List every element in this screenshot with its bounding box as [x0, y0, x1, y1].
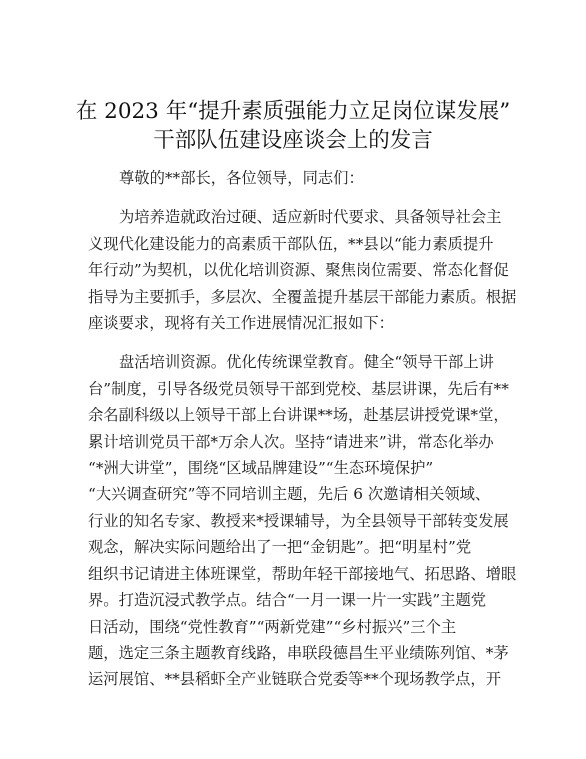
text-line: 指导为主要抓手，多层次、全覆盖提升基层干部能力素质。根据 — [88, 287, 517, 306]
text-line: 余名副科级以上领导干部上台讲课**场，赴基层讲授党课*堂， — [88, 406, 509, 425]
paragraph-intro — [88, 204, 517, 336]
text-line: 年行动”为契机，以优化培训资源、聚焦岗位需要、常态化督促 — [88, 261, 509, 280]
text-line: 界。打造沉浸式教学点。结合“一月一课一片一实践”主题党 — [88, 591, 487, 610]
text-line: 义现代化建设能力的高素质干部队伍，**县以“能力素质提升 — [88, 234, 494, 253]
text-line: 座谈要求，现将有关工作进展情况汇报如下： — [88, 314, 394, 333]
text-line: 日活动，围绕“党性教育”“两新党建”“乡村振兴”三个主 — [88, 617, 457, 636]
document-title-line-1: 在 2023 年“提升素质强能力立足岗位谋发展” — [75, 99, 511, 124]
text-line: 为培养造就政治过硬、适应新时代要求、具备领导社会主 — [119, 208, 502, 227]
text-line: “*洲大讲堂”，围绕“区域品牌建设”“生态环境保护” — [88, 459, 434, 478]
salutation — [88, 165, 508, 191]
text-line: 盘活培训资源。优化传统课堂教育。健全“领导干部上讲 — [119, 353, 494, 372]
text-line: 观念，解决实际问题给出了一把“金钥匙”。把“明星村”党 — [88, 538, 472, 557]
text-line: “大兴调查研究”等不同培训主题，先后 6 次邀请相关领域、 — [88, 485, 491, 504]
text-line: 台”制度，引导各级党员领导干部到党校、基层讲课，先后有** — [88, 379, 509, 398]
text-line: 题，选定三条主题教育线路，串联段德昌生平业绩陈列馆、*茅 — [88, 643, 509, 662]
text-line: 累计培训党员干部*万余人次。坚持“请进来”讲，常态化举办 — [88, 432, 494, 451]
text-line: 运河展馆、**县稻虾全产业链联合党委等**个现场教学点，开 — [88, 670, 502, 689]
text-line: 组织书记请进主体班课堂，帮助年轻干部接地气、拓思路、增眼 — [88, 564, 517, 583]
document-body — [88, 165, 517, 693]
document-title-line-2: 干部队伍建设座谈会上的发言 — [153, 128, 433, 153]
text-line: 行业的知名专家、教授来*授课辅导，为全县领导干部转变发展 — [88, 511, 509, 530]
paragraph-training-resources — [88, 349, 517, 692]
salutation-text: 尊敬的**部长，各位领导，同志们： — [119, 169, 364, 187]
